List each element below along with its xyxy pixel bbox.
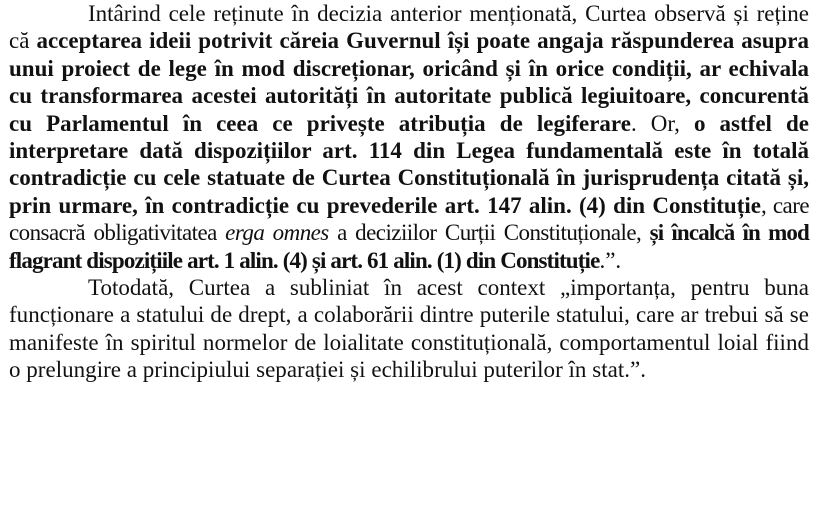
text-bold-acceptance: acceptarea ideii potrivit căreia Guvernul își poate angaja răspunderea asupra unui proiect de lege în mod discreționar, oricând și în orice condiții, ar echivala cu transformarea acestei autorități în autoritate publică legiuitoare, concurentă cu Parlamentul în ceea ce privește atribuția de legiferare [9, 28, 809, 136]
text-bold-violation: și încalcă în mod flagrant dispozițiile art. 1 alin. (4) și art. 61 alin. (1) din Constituție [9, 220, 809, 273]
text-intro: Intârind cele reținute în decizia anterior menționată, Curtea observă și reține că [9, 1, 809, 54]
document-page [9, 0, 809, 384]
paragraph-loyal-cooperation [9, 274, 809, 384]
text-decisions: a deciziilor Curții Constituționale, [328, 220, 650, 246]
paragraph-court-reasoning [9, 0, 809, 274]
text-erga-omnes: erga omnes [225, 220, 329, 246]
text-or: . Or, [630, 110, 694, 136]
text-consacra: , care consacră obligativitatea [9, 192, 809, 246]
text-closing-quote: .”. [599, 247, 622, 273]
text-bold-interpretation: o astfel de interpretare dată dispozițiilor art. 114 din Legea fundamentală este în totală contradicție cu cele statuate de Curtea Constituțională în jurisprudența citată și, prin urmare, în contradicție cu prevederile art. 147 alin. (4) din Constituție [9, 110, 810, 218]
text-paragraph-two: Totodată, Curtea a subliniat în acest context „importanța, pentru buna funcționare a statului de drept, a colaborării dintre puterile statului, care ar trebui să se manifeste în spiritul normelor de loialitate constituțională, comportamentul loial fiind o prelungire a principiului separației și echilibrului puterilor în stat.”. [9, 275, 809, 383]
